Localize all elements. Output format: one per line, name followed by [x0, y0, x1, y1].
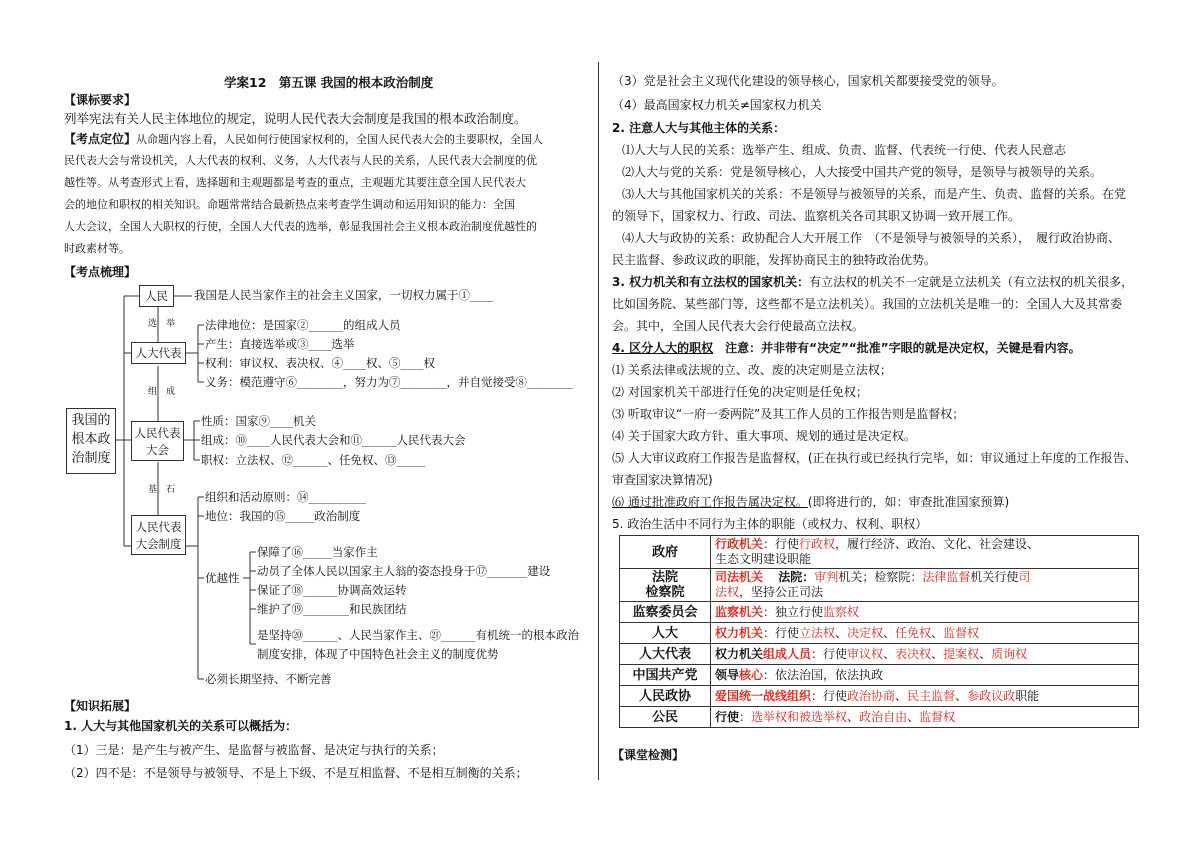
advantage-item-5-cont: 制度安排，体现了中国特色社会主义的制度优势: [257, 647, 499, 661]
advantage-item-1: 保障了⑯_____当家作主: [257, 545, 378, 559]
extension-h3-text-2: 比如国务院、某些部门等，这些都不是立法机关）。我国的立法机关是唯一的：全国人大及其常委: [612, 297, 1123, 311]
tree-node-congress: [131, 421, 184, 461]
deputy-item-1: 法律地位：是国家②______的组成人员: [205, 318, 401, 332]
deputy-item-4: 义务：模范遵守⑥________，努力为⑦________，并自觉接受⑧________: [205, 375, 573, 389]
congress-line-2: 大会: [146, 443, 169, 457]
people-text: 我国是人民当家作主的社会主义国家，一切权力属于①____: [194, 288, 493, 302]
relation-4-cont: 民主监督、参政议政的职能，发挥协商民主的独特政治优势。: [612, 253, 937, 267]
focus-text-6: 时政素材等。: [64, 242, 130, 255]
cell-term: 选举权和被选举权: [751, 709, 848, 724]
cell-text: ，坚持公正司法: [739, 585, 824, 599]
row-key-line: 检察院: [645, 585, 685, 600]
system-item-1: 组织和活动原则：⑭__________: [205, 490, 366, 504]
row-value: [711, 602, 1139, 623]
cell-text: ：行使: [763, 625, 800, 640]
cell-term: 监察机关: [715, 604, 764, 619]
cell-term: 法权: [715, 585, 740, 599]
cell-term: 审议权: [847, 646, 884, 661]
extension-h2: 2. 注意人大与其他主体的关系：: [612, 121, 786, 135]
cell-term: 核心: [739, 667, 764, 682]
cell-term: 任免权: [895, 625, 932, 640]
row-key: [620, 569, 711, 602]
column-divider: [598, 62, 599, 780]
system-item-3: 必须长期坚持、不断完善: [205, 672, 332, 686]
cell-text: 职能: [1015, 688, 1040, 703]
row-value: [711, 665, 1139, 686]
relation-1: ⑴人大与人民的关系：选举产生、组成、负责、监督、代表统一行使、代表人民意志: [622, 143, 1067, 157]
cell-term: 政治协商: [847, 688, 896, 703]
cell-text: 权力机关: [715, 646, 764, 661]
system-line-1: 人民代表: [135, 520, 182, 534]
congress-line-1: 人民代表: [134, 426, 181, 440]
section-head-outline: 【考点梳理】: [64, 265, 137, 279]
cell-text: 、: [931, 625, 944, 640]
focus-text-4: 会的地位和职权的相关知识。命题常常结合最新热点来考查学生调动和运用知识的能力：全国: [64, 198, 515, 211]
extension-h3-text: 有立法权的机关不一定就是立法机关（有立法权的机关很多，: [809, 275, 1134, 289]
extension-h3: 3. 权力机关和有立法权的国家机关：: [612, 275, 810, 289]
row-value: [711, 686, 1139, 707]
row-value: [711, 569, 1139, 602]
cell-term: 司: [1018, 570, 1031, 584]
congress-item-2: 组成：⑩____人民代表大会和⑪______人民代表大会: [201, 433, 466, 447]
cell-text: ：: [739, 709, 752, 724]
edge-label-base: 基 石: [148, 485, 176, 495]
row-key: 人大: [620, 623, 711, 644]
cell-term: 行政机关: [715, 537, 764, 551]
cell-term: 审判: [814, 570, 839, 584]
extension-h3-text-3: 会。其中，全国人民代表大会行使最高立法权。: [612, 319, 865, 333]
cell-term: 组成人员: [763, 646, 812, 661]
cell-term: 法律监督: [922, 570, 971, 584]
extension-h4-note: 注意：并非带有“决定”“批准”字眼的就是决定权，关键是看内容。: [713, 341, 1081, 355]
system-advantage-label: 优越性: [205, 571, 240, 585]
focus-text-5: 人大会议，全国人大职权的行使，全国人大代表的选举，彰显我国社会主义根本政治制度优越性的: [64, 220, 537, 233]
roles-table: [619, 535, 1139, 728]
page-title: 学案12 第五课 我国的根本政治制度: [224, 75, 434, 90]
cell-term: 提案权: [943, 646, 980, 661]
cell-text: ，履行经济、政治、文化、社会建设、: [835, 537, 1040, 551]
cell-term: 行政权: [799, 537, 836, 551]
extension-h4-line: [612, 339, 1081, 356]
cell-text: 机关；检察院：: [838, 570, 923, 584]
cell-term: 爱国统一战线组织: [715, 688, 812, 703]
deputy-item-3: 权利：审议权、表决权、④____权、⑤____权: [205, 356, 435, 370]
table-row: [620, 665, 1139, 686]
system-line-2: 大会制度: [135, 537, 182, 551]
advantage-item-4: 维护了⑲________和民族团结: [257, 602, 407, 616]
root-line-2: 根本政: [71, 432, 111, 447]
power-item-6-note: (即将进行的，如：审查批准国家预算): [807, 495, 1010, 509]
extension-item-1: （1）三是：是产生与被产生、是监督与被监督、是决定与执行的关系；: [64, 743, 444, 757]
row-key: 中国共产党: [620, 665, 711, 686]
power-item-5-cont: 审查国家决算情况): [612, 473, 713, 487]
requirements-text: 列举宪法有关人民主体地位的规定，说明人民代表大会制度是我国的根本政治制度。: [64, 111, 527, 126]
focus-text-3: 越性等。从考查形式上看，选择题和主观题都是考查的重点，主观题尤其要注意全国人民代表大: [64, 176, 526, 189]
relation-3-cont: 的领导下，国家权力、行政、司法、监察机关各司其职又协调一致开展工作。: [612, 209, 1021, 223]
row-key: 监察委员会: [620, 602, 711, 623]
cell-text: 、: [931, 646, 944, 661]
table-row: [620, 569, 1139, 602]
extension-h5: 5. 政治生活中不同行为主体的职能（或权力、权利、职权）: [612, 517, 928, 531]
relation-4: ⑷人大与政协的关系：政协配合人大开展工作 （不是领导与被领导的关系）， 履行政治协商、: [622, 231, 1121, 245]
row-value: [711, 536, 1139, 569]
advantage-item-5: 是坚持⑳______、人民当家作主、㉑______有机统一的根本政治: [257, 628, 579, 642]
section-head-focus: 【考点定位】: [64, 132, 137, 146]
tree-node-system: [131, 515, 186, 555]
power-item-6: ⑹ 通过批准政府工作报告属决定权。: [612, 495, 808, 509]
advantage-item-3: 保证了⑱______协调高效运转: [257, 583, 407, 597]
cell-text: ：独立行使: [763, 604, 824, 619]
table-row: [620, 644, 1139, 665]
power-item-5: ⑸ 人大审议政府工作报告是监督权，(正在执行或已经执行完毕，如：审议通过上年度的工作报告、: [612, 451, 1137, 465]
cell-term: 司法机关: [715, 570, 764, 584]
cell-text: 行使: [715, 709, 740, 724]
cell-text: 生态文明建设职能: [715, 552, 812, 566]
power-item-1: ⑴ 关系法律或法规的立、改、废的决定则是立法权；: [612, 363, 892, 377]
cell-text: ：依法治国，依法执政: [763, 667, 884, 682]
power-item-4: ⑷ 关于国家大政方针、重大事项、规划的通过是决定权。: [612, 429, 916, 443]
cell-term: 立法权: [799, 625, 836, 640]
row-key: 政府: [620, 536, 711, 569]
congress-item-3: 职权：立法权、⑫______、任免权、⑬_____: [201, 453, 426, 467]
cell-term: 参政议政: [967, 688, 1016, 703]
extension-item-2: （2）四不是：不是领导与被领导、不是上下级、不是互相监督、不是相互制衡的关系；: [64, 766, 528, 780]
relation-3: ⑶人大与其他国家机关的关系：不是领导与被领导的关系，而是产生、负责、监督的关系。在党: [622, 187, 1127, 201]
row-value: [711, 623, 1139, 644]
row-key: 公民: [620, 707, 711, 728]
tree-root-box: [66, 408, 116, 474]
system-item-2: 地位：我国的⑮_____政治制度: [205, 509, 361, 523]
cell-text: ：行使: [811, 646, 848, 661]
cell-text: 、: [883, 646, 896, 661]
relation-2: ⑵人大与党的关系：党是领导核心，人大接受中国共产党的领导，是领导与被领导的关系。: [622, 165, 1103, 179]
table-row: [620, 623, 1139, 644]
extension-h4: 4. 区分人大的职权: [612, 341, 714, 355]
table-row: [620, 707, 1139, 728]
row-key: 人大代表: [620, 644, 711, 665]
extension-h3-line: [612, 273, 1133, 290]
edge-label-elect: 选 举: [148, 319, 176, 329]
cell-term: 政治自由: [859, 709, 908, 724]
cell-text: 领导: [715, 667, 740, 682]
cell-term: 权力机关: [715, 625, 764, 640]
cell-text: 、: [955, 688, 968, 703]
extension-h1: 1. 人大与其他国家机关的关系可以概括为：: [64, 719, 298, 733]
focus-text-2: 民代表大会与常设机关，人大代表的权利、义务，人大代表与人民的关系，人民代表大会制度的优: [64, 154, 537, 167]
row-key-line: 法院: [651, 570, 678, 585]
cell-text: 机关行使: [970, 570, 1019, 584]
power-item-2: ⑵ 对国家机关干部进行任免的决定则是任免权；: [612, 385, 868, 399]
table-row: [620, 602, 1139, 623]
edge-label-compose: 组 成: [148, 387, 176, 397]
cell-term: 监察权: [823, 604, 860, 619]
cell-text: 、: [895, 688, 908, 703]
cell-text: 、: [883, 625, 896, 640]
table-row: [620, 686, 1139, 707]
table-row: [620, 536, 1139, 569]
root-line-1: 我国的: [71, 413, 111, 428]
cell-term: 监督权: [943, 625, 980, 640]
root-line-3: 治制度: [71, 451, 111, 466]
cell-term: 监督权: [919, 709, 956, 724]
congress-item-1: 性质：国家⑨____机关: [201, 414, 316, 428]
power-item-3: ⑶ 听取审议“一府一委两院”及其工作人员的工作报告则是监督权；: [612, 407, 965, 421]
focus-text-1: 从命题内容上看，人民如何行使国家权利的，全国人民代表大会的主要职权，全国人: [136, 133, 544, 146]
advantage-item-2: 动员了全体人民以国家主人翁的姿态投身于⑰_______建设: [257, 564, 551, 578]
cell-text: 、: [847, 709, 860, 724]
section-head-requirements: 【课标要求】: [64, 93, 137, 107]
cell-term: 质询权: [991, 646, 1028, 661]
power-item-6-line: [612, 493, 1009, 510]
section-head-extension: 【知识拓展】: [64, 699, 137, 713]
tree-node-people: 人民: [139, 285, 174, 307]
cell-text: 、: [907, 709, 920, 724]
cell-text: 、: [835, 625, 848, 640]
cell-text: 、: [979, 646, 992, 661]
cell-term: 表决权: [895, 646, 932, 661]
cell-term: 决定权: [847, 625, 884, 640]
row-key: 人民政协: [620, 686, 711, 707]
row-value: [711, 707, 1139, 728]
extension-item-4: （4）最高国家权力机关≠国家权力机关: [612, 98, 822, 112]
deputy-item-2: 产生：直接选举或③____选举: [205, 337, 355, 351]
tree-node-deputy: 人大代表: [131, 342, 186, 364]
cell-term: 民主监督: [907, 688, 956, 703]
cell-text: ：行使: [763, 537, 800, 551]
section-head-class-test: 【课堂检测】: [612, 748, 685, 762]
row-value: [711, 644, 1139, 665]
cell-text: 法院：: [778, 570, 815, 584]
cell-text: ：行使: [811, 688, 848, 703]
extension-item-3: （3）党是社会主义现代化建设的领导核心，国家机关都要接受党的领导。: [612, 74, 1004, 88]
